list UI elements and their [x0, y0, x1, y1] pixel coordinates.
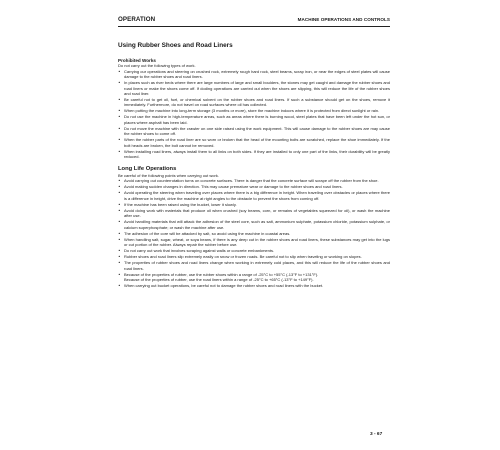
long-life-intro: Be careful of the following points when carrying out work.	[118, 173, 219, 179]
list-item: • Avoid operating the steering when traveling over places where there is a big difference in height. When traveling over obstacles or places where there is a difference in height, drive the machine at right angles to the obstacle to prevent the shoes from coming off.	[118, 190, 390, 201]
list-item: • In places such as river beds where there are large numbers of large and small boulders, the stones may get caught and damage the rubber shoes and road liners or make the shoes come off. If doding operations are carried out when the shoes are slipping, this will reduce the life of the rubber shoes and road liner.	[118, 80, 390, 96]
list-item: • Be careful not to get oil, fuel, or chemical solvent on the rubber shoes and road liners. If such a substance should get on the shoes, remove it immediately. Furthermore, do not travel on road surfaces where oil has collected.	[118, 97, 390, 108]
header-chapter-label: MACHINE OPERATIONS AND CONTROLS	[297, 17, 390, 22]
list-item: • The properties of rubber shoes and road liners change when working in extremely cold places, and this will reduce the life of the rubber shoes and road liners.	[118, 260, 390, 271]
page-content	[118, 42, 390, 289]
prohibited-works-list	[118, 69, 390, 160]
list-item: • When carrying out bucket operations, be careful not to damage the rubber shoes and road liners with the bucket.	[118, 283, 390, 288]
list-item-temperature	[118, 272, 390, 283]
list-item: • When installing road liners, always install them to all links on both sides. If they are installed to only one part of the links, their durability will be greatly reduced.	[118, 149, 390, 160]
list-item: • Avoid carrying out counterrotation turns on concrete surfaces. There is danger that the concrete surface will scrape off the rubber from the shoe.	[118, 178, 390, 183]
temperature-rubber-shoes-text: Because of the properties of rubber, use the rubber shoes within a range of -25°C to +55°C (-13°F to +131°F).	[124, 271, 319, 277]
list-item: • Avoid doing work with materials that produce oil when crushed (soy beams, corn, or remains of vegetables squeezed for oil), or wash the machine after use.	[118, 208, 390, 219]
list-item: • Do not carry out work that involves scraping against walls or concrete embankments.	[118, 248, 390, 253]
long-life-heading: Long Life Operations	[118, 166, 177, 173]
list-item: • Avoid handling materials that will attack the adhesion of the steel core, such as salt, ammonium sulphate, potassium chloride, potassium sulphate, or calcium superphosphate; or wash the machine after use.	[118, 219, 390, 230]
prohibited-works-intro: Do not carry out the following types of work.	[118, 63, 196, 69]
prohibited-works-heading: Prohibited Works	[118, 58, 156, 63]
header-section-label: OPERATION	[118, 16, 156, 23]
page-number: 3 - 67	[370, 432, 383, 437]
list-item: • If the machine has been raised using the bucket, lower it slowly.	[118, 202, 390, 207]
temperature-road-liners-text: Because of the properties of rubber, use the road liners within a range of -25°C to +65°C (-13°F to +149°F).	[124, 276, 314, 282]
long-life-list	[118, 178, 390, 288]
section-title: Using Rubber Shoes and Road Liners	[118, 42, 233, 49]
list-item: • Carrying our operations and steering on crushed rock, extremely rough hard rock, steel beams, scrap iron, or near the edges of steel plates will cause damage to the rubber shoes and road liners.	[118, 69, 390, 80]
list-item: • Do not use the machine in high-temperature areas, such as areas where there is burning wood, steel plates that have been left under the hot sun, or places where asphalt has been laid.	[118, 114, 390, 125]
list-item: • Do not move the machine with the crawler on one side raised using the work equipment. This will cause damage to the rubber shoes are may cause the rubber shoes to come off.	[118, 126, 390, 137]
list-item: • When putting the machine into long-term storage (3 months or more), store the machine indoors where it is protected from direct sunlight or rain.	[118, 108, 390, 113]
list-item: • When the rubber parts of the road liner are so worn or broken that the head of the mounting bolts are scratched, replace the shoe immediately. If the bolt heads are broken, the bolt cannot be removed.	[118, 137, 390, 148]
page-header	[118, 16, 390, 26]
list-item: • Rubber shoes and road liners slip extremely easily on snow or frozen roads. Be careful not to slip when traveling or working on slopes.	[118, 254, 390, 259]
list-item: • When handling salt, sugar, wheat, or soya beans, if there is any deep cut in the rubber shoes and road liners, these substances may get into the lugs or cut portion of the rubber. Always repair the rubber before use.	[118, 237, 390, 248]
header-divider	[118, 26, 390, 27]
list-item: • The adhesion of the core will be attacked by salt, so avoid using the machine in coastal areas.	[118, 231, 390, 236]
list-item: • Avoid making sudden changes in direction. This may cause premature wear or damage to the rubber shoes and road liners.	[118, 184, 390, 189]
